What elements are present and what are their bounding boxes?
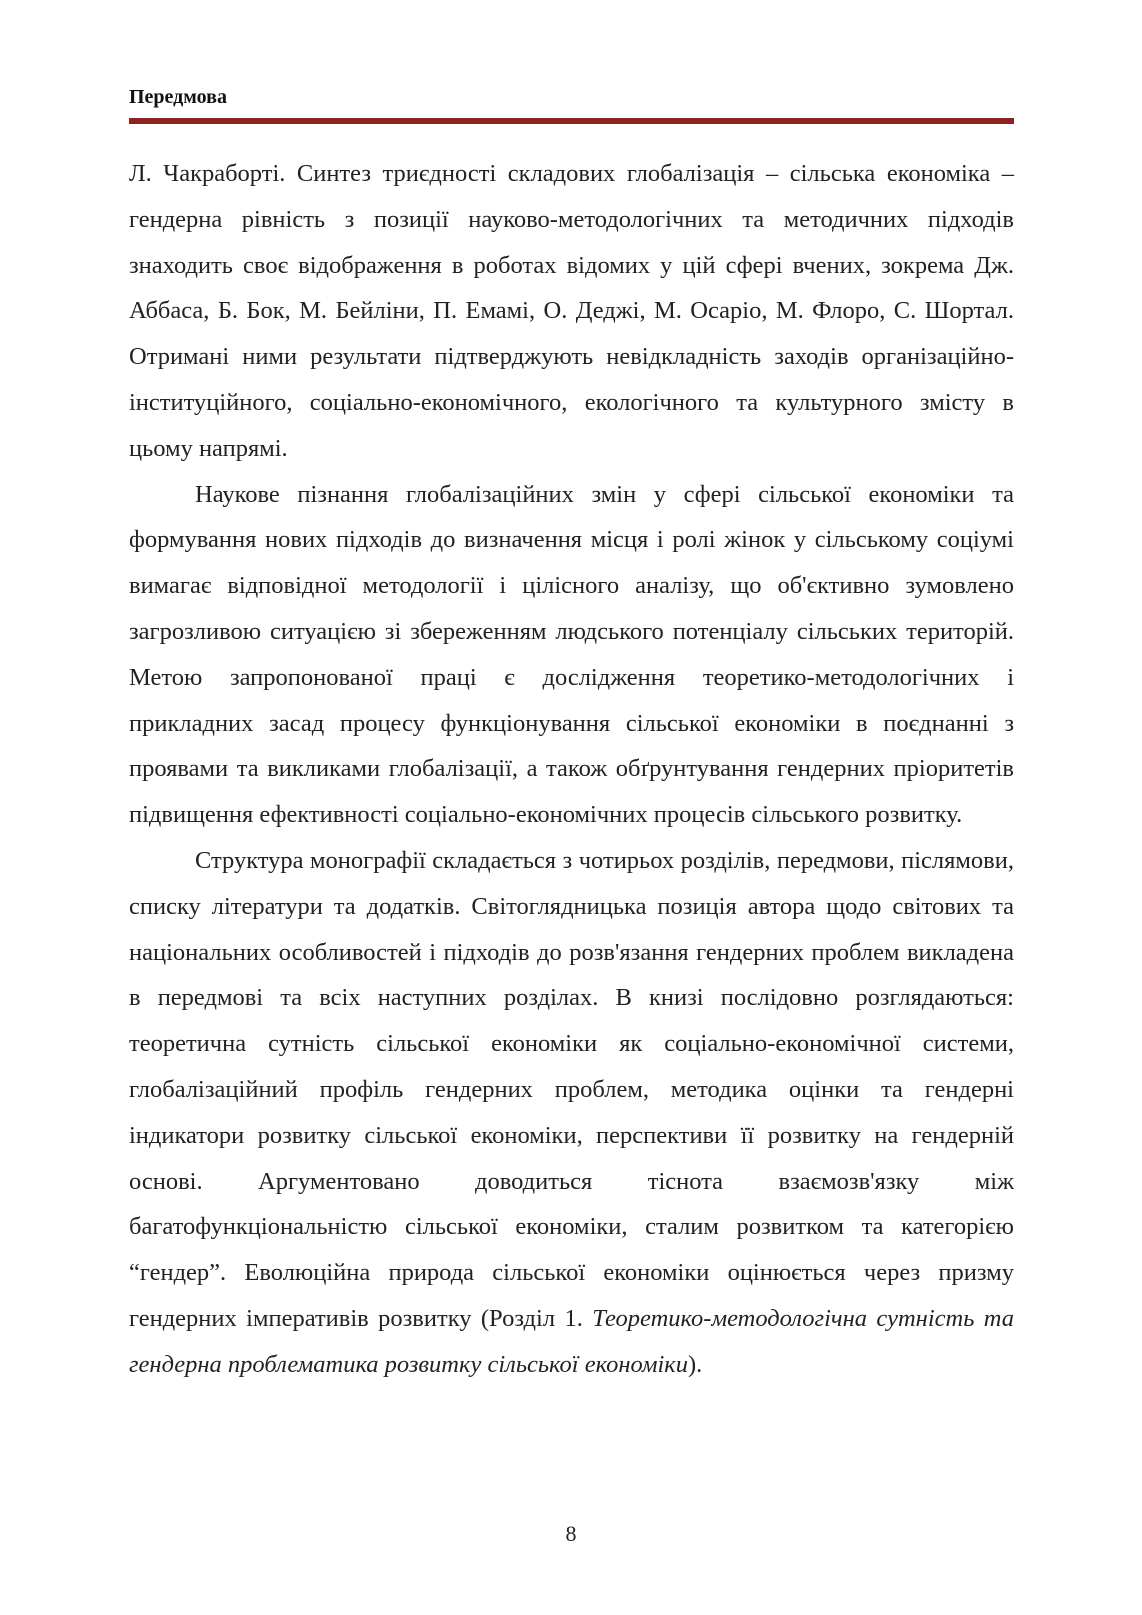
body-text [129,151,1014,1388]
paragraph-3-text: Структура монографії складається з чотирьох розділів, передмови, післямови, списку літератури та додатків. Світоглядницька позиція автора щодо світових та національних особливостей і підходів до розв'язання гендерних проблем викладена в передмові та всіх наступних розділах. В книзі послідовно розглядаються: теоретична сутність сільської економіки як соціально-економічної системи, глобалізаційний профіль гендерних проблем, методика оцінки та гендерні індикатори розвитку сільської економіки, перспективи її розвитку на гендерній основі. Аргументовано доводиться тіснота взаємозв'язку між багатофункціональністю сільської економіки, сталим розвитком та категорією “гендер”. Еволюційна природа сільської економіки оцінюється через призму гендерних імперативів розвитку (Розділ 1. [129,846,1014,1332]
paragraph-2: Наукове пізнання глобалізаційних змін у сфері сільської економіки та формування нових підходів до визначення місця і ролі жінок у сільському соціумі вимагає відповідної методології і цілісного аналізу, що об'єктивно зумовлено загрозливою ситуацією зі збереженням людського потенціалу сільських територій. Метою запропонованої праці є дослідження теоретико-методологічних і прикладних засад процесу функціонування сільської економіки в поєднанні з проявами та викликами глобалізації, а також обґрунтування гендерних пріоритетів підвищення ефективності соціально-економічних процесів сільського розвитку. [129,480,1014,829]
header-title: Передмова [129,86,227,108]
page-number: 8 [565,1521,577,1546]
section-title-italic: Теоретико-методологічна сутність та гендерна проблематика розвитку сільської економіки [129,1304,1014,1378]
header-rule [129,118,1014,124]
paragraph-1: Л. Чакраборті. Синтез триєдності складових глобалізація – сільська економіка – гендерна рівність з позиції науково-методологічних та методичних підходів знаходить своє відображення в роботах відомих у цій сфері вчених, зокрема Дж. Аббаса, Б. Бок, М. Бейліни, П. Емамі, О. Деджі, М. Осаріо, М. Флоро, С. Шортал. Отримані ними результати підтверджують невідкладність заходів організаційно-інституційного, соціально-економічного, екологічного та культурного змісту в цьому напрямі. [129,160,1014,462]
paragraph-3 [129,838,1014,1388]
running-header [129,85,1014,124]
paragraph-3-end: ). [687,1350,703,1378]
